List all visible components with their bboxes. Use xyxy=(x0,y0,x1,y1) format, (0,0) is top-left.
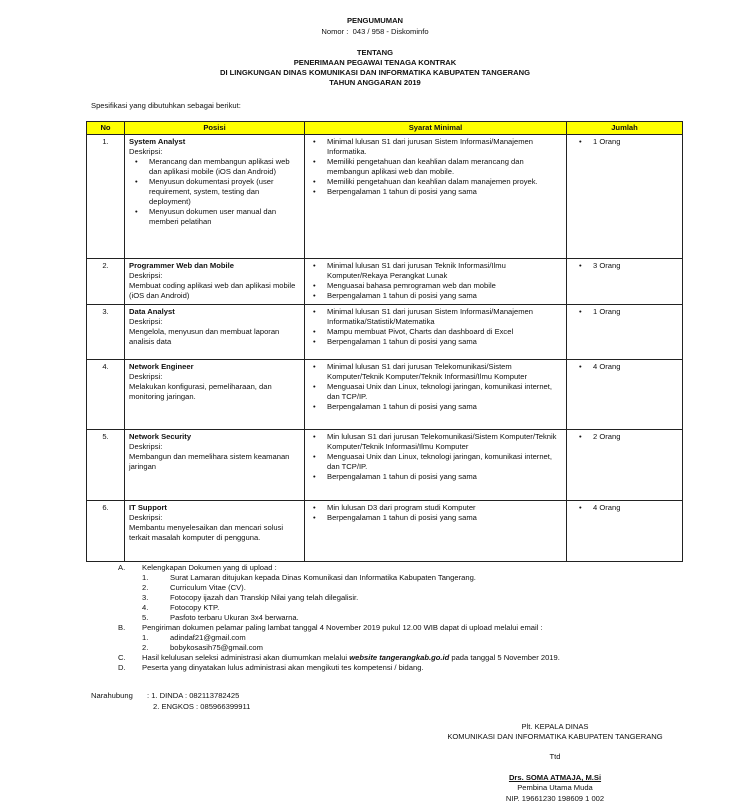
position-cell xyxy=(125,259,305,305)
requirements-list xyxy=(309,503,562,523)
requirement-item: • Min lulusan S1 dari jurusan Telekomunikasi/Sistem Komputer/Teknik Komputer/Teknik Informasi/Ilmu Komputer xyxy=(309,432,562,452)
row-number: 6. xyxy=(87,501,125,562)
signature-role-2: KOMUNIKASI DAN INFORMATIKA KABUPATEN TANGERANG xyxy=(447,732,663,741)
nomor-value: 043 / 958 - Diskominfo xyxy=(352,27,429,36)
requirement-item: • Minimal lulusan S1 dari jurusan Teknik Informasi/Ilmu Komputer/Rekaya Perangkat Lunak xyxy=(309,261,562,281)
contact-label: Narahubung xyxy=(91,691,133,700)
note-a-label: A. xyxy=(118,563,126,572)
requirement-item: • Berpengalaman 1 tahun di posisi yang sama xyxy=(309,187,562,197)
signatory-nip: NIP. 19661230 198609 1 002 xyxy=(505,794,605,803)
requirements-cell xyxy=(305,305,567,360)
requirement-item: • Berpengalaman 1 tahun di posisi yang sama xyxy=(309,513,562,523)
row-number: 1. xyxy=(87,135,125,259)
header-no: No xyxy=(87,122,125,135)
position-cell xyxy=(125,360,305,430)
doc-title: PENGUMUMAN xyxy=(346,16,404,25)
note-d xyxy=(118,663,618,673)
email-link[interactable]: adindaf21@gmail.com xyxy=(170,633,246,643)
signatory-name: Drs. SOMA ATMAJA, M.Si xyxy=(508,773,602,782)
requirement-item: • Min lulusan D3 dari program studi Komputer xyxy=(309,503,562,513)
desc-label: Deskripsi: xyxy=(129,317,163,327)
quantity-cell xyxy=(567,360,683,430)
requirements-list xyxy=(309,307,562,347)
note-a xyxy=(118,563,618,573)
quantity-value: • 2 Orang xyxy=(571,432,678,442)
requirements-cell xyxy=(305,360,567,430)
note-c-label: C. xyxy=(118,653,126,663)
quantity-value: • 4 Orang xyxy=(571,362,678,372)
desc-text: Membantu menyelesaikan dan mencari solusi terkait masalah komputer di pengguna. xyxy=(129,523,284,543)
requirement-item: • Menguasai bahasa pemrograman web dan mobile xyxy=(309,281,562,291)
note-b-label: B. xyxy=(118,623,126,633)
subject-line-1: PENERIMAAN PEGAWAI TENAGA KONTRAK xyxy=(293,58,457,67)
position-title: Programmer Web dan Mobile xyxy=(129,261,234,271)
quantity-value: • 3 Orang xyxy=(571,261,678,271)
table-row xyxy=(87,430,683,501)
requirement-item: • Berpengalaman 1 tahun di posisi yang sama xyxy=(309,291,562,301)
requirements-list xyxy=(309,137,562,197)
row-number: 4. xyxy=(87,360,125,430)
tentang-heading: TENTANG xyxy=(356,48,394,57)
requirements-cell xyxy=(305,430,567,501)
note-d-text: Peserta yang dinyatakan lulus administrasi akan mengikuti tes kompetensi / bidang. xyxy=(142,663,424,673)
website-link[interactable]: website tangerangkab.go.id xyxy=(349,653,450,663)
doc-number xyxy=(0,27,750,37)
note-c xyxy=(118,653,618,663)
table-row xyxy=(87,360,683,430)
list-item: 3. Fotocopy ijazah dan Transkip Nilai yang telah dilegalisir. xyxy=(142,593,359,603)
quantity-cell xyxy=(567,430,683,501)
nomor-label: Nomor : xyxy=(321,27,349,36)
note-c-pre: Hasil kelulusan seleksi administrasi akan diumumkan melalui xyxy=(142,653,350,663)
quantity-value: • 1 Orang xyxy=(571,137,678,147)
table-header-row xyxy=(87,122,683,135)
desc-label: Deskripsi: xyxy=(129,271,163,281)
note-c-post: pada tanggal 5 November 2019. xyxy=(449,653,560,663)
requirements-list xyxy=(309,432,562,482)
position-title: Network Engineer xyxy=(129,362,194,372)
requirement-item: • Berpengalaman 1 tahun di posisi yang sama xyxy=(309,402,562,412)
desc-text: Melakukan konfigurasi, pemeliharaan, dan monitoring jaringan. xyxy=(129,382,272,402)
list-item: 5. Pasfoto terbaru Ukuran 3x4 berwarna. xyxy=(142,613,299,623)
table-row xyxy=(87,305,683,360)
email-link[interactable]: bobykosasih75@gmail.com xyxy=(170,643,263,653)
quantity-value: • 4 Orang xyxy=(571,503,678,513)
position-cell xyxy=(125,501,305,562)
requirement-item: • Mampu membuat Pivot, Charts dan dashboard di Excel xyxy=(309,327,562,337)
header-posisi: Posisi xyxy=(125,122,305,135)
desc-item: • Menyusun dokumen user manual dan memberi pelatihan xyxy=(129,207,300,227)
requirements-cell xyxy=(305,135,567,259)
quantity-cell xyxy=(567,501,683,562)
subject-line-3: TAHUN ANGGARAN 2019 xyxy=(329,78,421,87)
table-row xyxy=(87,259,683,305)
email-item[interactable]: 2. bobykosasih75@gmail.com xyxy=(142,643,263,653)
row-number: 3. xyxy=(87,305,125,360)
requirement-item: • Menguasai Unix dan Linux, teknologi jaringan, komunikasi internet, dan TCP/IP. xyxy=(309,452,562,472)
table-row xyxy=(87,135,683,259)
requirement-item: • Berpengalaman 1 tahun di posisi yang sama xyxy=(309,337,562,347)
quantity-value: • 1 Orang xyxy=(571,307,678,317)
desc-text: Membangun dan memelihara sistem keamanan jaringan xyxy=(129,452,290,472)
header-jumlah: Jumlah xyxy=(567,122,683,135)
notes-section xyxy=(118,563,618,673)
signature-role-1: Plt. KEPALA DINAS xyxy=(521,722,589,731)
header-syarat: Syarat Minimal xyxy=(305,122,567,135)
desc-item: • Merancang dan membangun aplikasi web dan aplikasi mobile (iOS dan Android) xyxy=(129,157,300,177)
intro-text: Spesifikasi yang dibutuhkan sebagai berikut: xyxy=(91,101,241,110)
position-cell xyxy=(125,135,305,259)
contact-line-2: 2. ENGKOS : 085966399911 xyxy=(153,702,251,711)
quantity-cell xyxy=(567,305,683,360)
desc-label: Deskripsi: xyxy=(129,442,163,452)
note-b xyxy=(118,623,618,633)
desc-text: Mengelola, menyusun dan membuat laporan analisis data xyxy=(129,327,280,347)
list-item: 1. Surat Lamaran ditujukan kepada Dinas Komunikasi dan Informatika Kabupaten Tangerang. xyxy=(142,573,476,583)
note-a-text: Kelengkapan Dokumen yang di upload : xyxy=(142,563,277,572)
position-cell xyxy=(125,305,305,360)
requirements-list xyxy=(309,261,562,301)
position-title: Network Security xyxy=(129,432,192,442)
desc-label: Deskripsi: xyxy=(129,513,163,523)
requirement-item: • Memiliki pengetahuan dan keahlian dalam manajemen proyek. xyxy=(309,177,562,187)
note-d-label: D. xyxy=(118,663,126,673)
row-number: 2. xyxy=(87,259,125,305)
table-row xyxy=(87,501,683,562)
position-title: IT Support xyxy=(129,503,167,513)
position-cell xyxy=(125,430,305,501)
desc-text: Membuat coding aplikasi web dan aplikasi mobile (iOS dan Android) xyxy=(129,281,296,301)
signature-ttd: Ttd xyxy=(549,752,561,761)
requirements-list xyxy=(309,362,562,412)
requirements-cell xyxy=(305,259,567,305)
requirements-cell xyxy=(305,501,567,562)
requirement-item: • Minimal lulusan S1 dari jurusan Telekomunikasi/Sistem Komputer/Teknik Komputer/Teknik Informasi/Ilmu Komputer xyxy=(309,362,562,382)
signatory-rank: Pembina Utama Muda xyxy=(517,783,593,792)
desc-label: Deskripsi: xyxy=(129,372,163,382)
email-item[interactable]: 1. adindaf21@gmail.com xyxy=(142,633,246,643)
quantity-cell xyxy=(567,135,683,259)
desc-label: Deskripsi: xyxy=(129,147,163,157)
position-title: Data Analyst xyxy=(129,307,175,317)
spec-table xyxy=(86,121,683,562)
list-item: 4. Fotocopy KTP. xyxy=(142,603,220,613)
requirement-item: • Minimal lulusan S1 dari jurusan Sistem Informasi/Manajemen Informatika/Statistik/Matematika xyxy=(309,307,562,327)
subject-line-2: DI LINGKUNGAN DINAS KOMUNIKASI DAN INFORMATIKA KABUPATEN TANGERANG xyxy=(219,68,531,77)
note-b-text: Pengiriman dokumen pelamar paling lambat tanggal 4 November 2019 pukul 12.00 WIB dapat di upload melalui email : xyxy=(142,623,543,633)
requirement-item: • Berpengalaman 1 tahun di posisi yang sama xyxy=(309,472,562,482)
requirement-item: • Menguasai Unix dan Linux, teknologi jaringan, komunikasi internet, dan TCP/IP. xyxy=(309,382,562,402)
desc-item: • Menyusun dokumentasi proyek (user requirement, system, testing dan deployment) xyxy=(129,177,300,207)
list-item: 2. Curriculum Vitae (CV). xyxy=(142,583,246,593)
requirement-item: • Memiliki pengetahuan dan keahlian dalam merancang dan membangun aplikasi web dan mobile. xyxy=(309,157,562,177)
row-number: 5. xyxy=(87,430,125,501)
requirement-item: • Minimal lulusan S1 dari jurusan Sistem Informasi/Manajemen Informatika. xyxy=(309,137,562,157)
desc-list xyxy=(129,157,300,227)
quantity-cell xyxy=(567,259,683,305)
position-title: System Analyst xyxy=(129,137,186,147)
contact-line-1: : 1. DINDA : 082113782425 xyxy=(147,691,240,700)
